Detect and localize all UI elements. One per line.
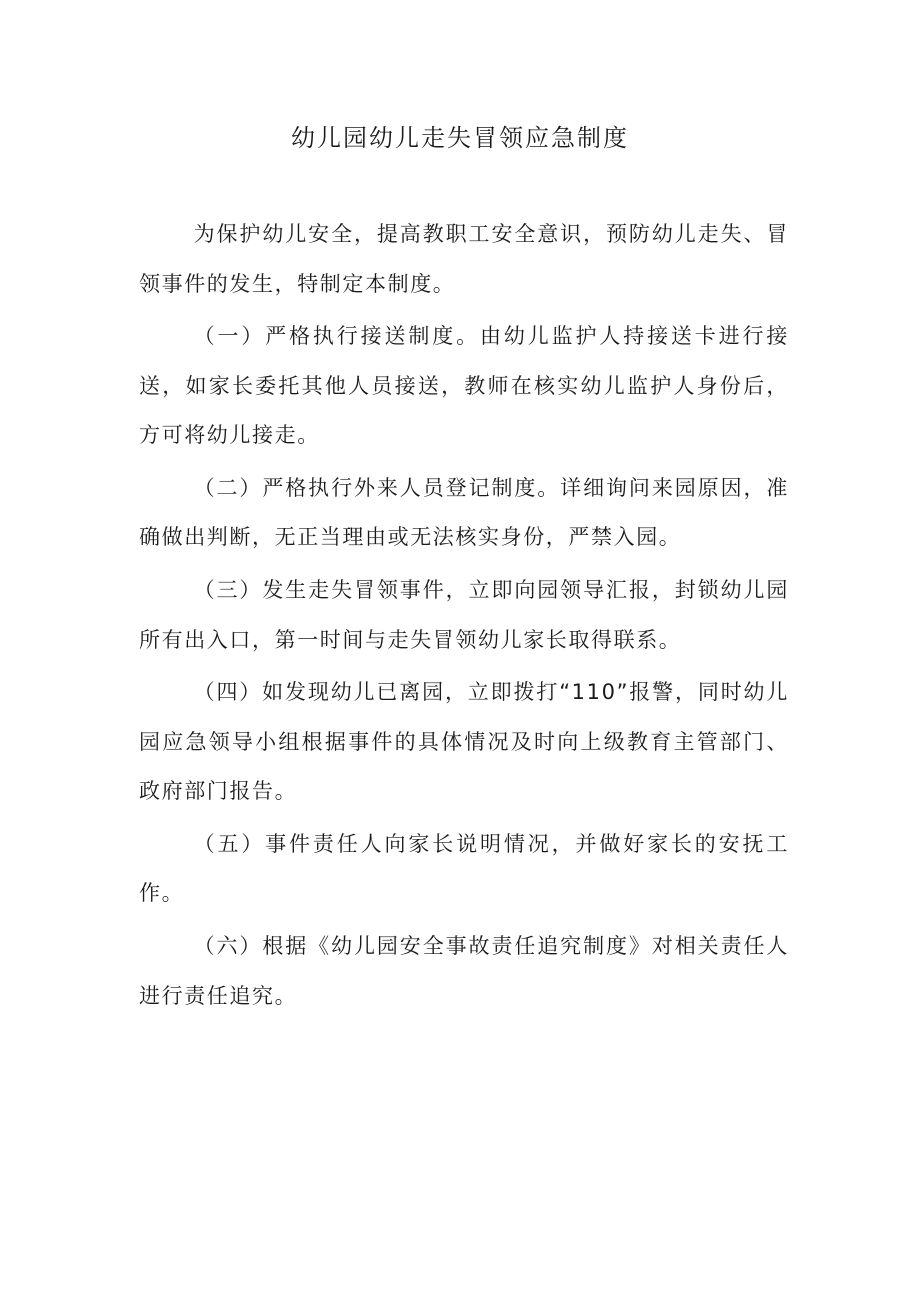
clause-3-incident-report: （三）发生走失冒领事件，立即向园领导汇报，封锁幼儿园所有出入口，第一时间与走失冒领幼儿家长取得联系。 [139,578,789,652]
intro-paragraph: 为保护幼儿安全，提高教职工安全意识，预防幼儿走失、冒领事件的发生，特制定本制度。 [139,222,789,296]
clause-1-pickup-rules: （一）严格执行接送制度。由幼儿监护人持接送卡进行接送，如家长委托其他人员接送，教师在核实幼儿监护人身份后，方可将幼儿接走。 [139,324,789,448]
clause-4-police-alert: （四）如发现幼儿已离园，立即拨打“110”报警，同时幼儿园应急领导小组根据事件的具体情况及时向上级教育主管部门、政府部门报告。 [139,680,789,804]
clause-6-accountability: （六）根据《幼儿园安全事故责任追究制度》对相关责任人进行责任追究。 [139,934,789,1008]
clause-5-parent-communication: （五）事件责任人向家长说明情况，并做好家长的安抚工作。 [139,831,789,906]
document-body [139,210,789,1024]
clause-2-visitor-registration: （二）严格执行外来人员登记制度。详细询问来园原因，准确做出判断，无正当理由或无法核实身份，严禁入园。 [139,475,789,550]
document-title: 幼儿园幼儿走失冒领应急制度 [291,124,629,152]
